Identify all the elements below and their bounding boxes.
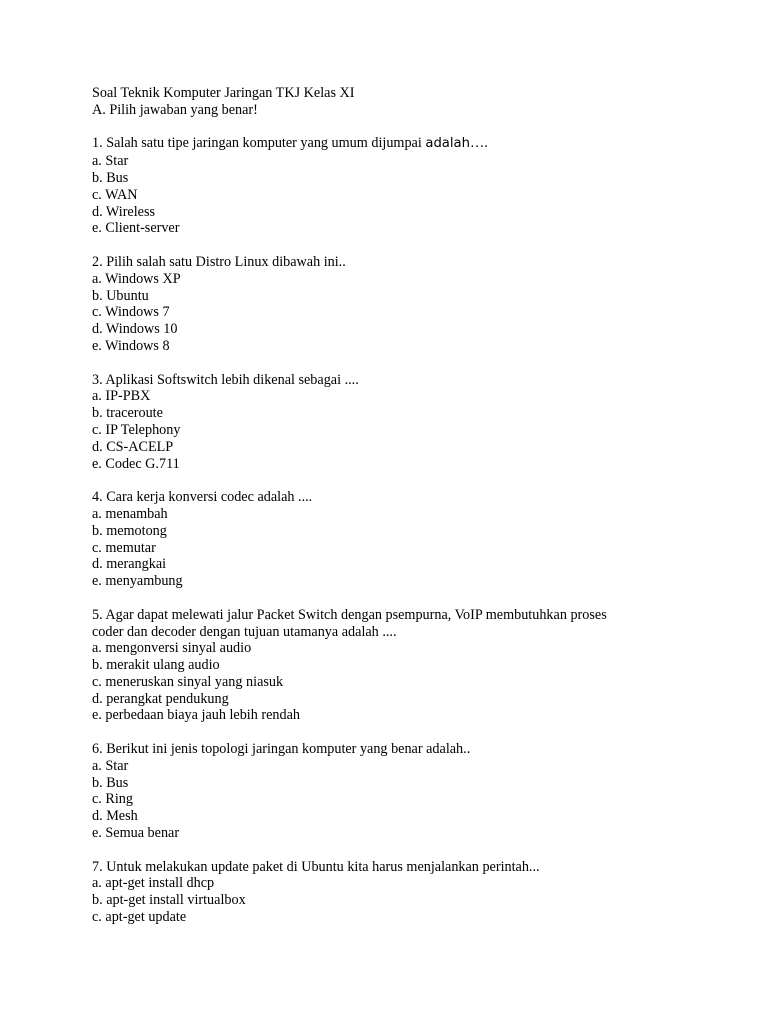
question-5 — [92, 607, 722, 725]
answer-option: d. Mesh — [92, 808, 138, 825]
answer-option: e. Semua benar — [92, 825, 180, 842]
spacer — [92, 355, 722, 372]
answer-option: d. Wireless — [92, 203, 155, 220]
answer-option: c. meneruskan sinyal yang niasuk — [92, 673, 284, 690]
spacer — [92, 724, 722, 741]
question-text: 5. Agar dapat melewati jalur Packet Switch dengan psempurna, VoIP membutuhkan proses — [92, 606, 607, 623]
question-text: 2. Pilih salah satu Distro Linux dibawah ini.. — [92, 253, 346, 270]
question-3 — [92, 372, 722, 473]
answer-option: a. mengonversi sinyal audio — [92, 640, 252, 657]
answer-option: d. Windows 10 — [92, 321, 178, 338]
answer-option: b. Bus — [92, 774, 129, 791]
question-text: 6. Berikut ini jenis topologi jaringan komputer yang benar adalah.. — [92, 741, 471, 758]
question-text — [92, 135, 722, 153]
answer-option: a. Star — [92, 153, 129, 170]
answer-option: b. Ubuntu — [92, 287, 149, 304]
answer-option: b. memotong — [92, 522, 167, 539]
answer-option: e. perbedaan biaya jauh lebih rendah — [92, 707, 300, 724]
instruction: A. Pilih jawaban yang benar! — [92, 101, 258, 118]
question-7 — [92, 859, 722, 926]
question-text-part: adalah — [425, 136, 470, 152]
answer-option: e. Codec G.711 — [92, 455, 180, 472]
question-1 — [92, 135, 722, 237]
answer-option: c. apt-get update — [92, 909, 187, 926]
spacer — [92, 842, 722, 859]
answer-option: a. menambah — [92, 505, 168, 522]
question-text-part: …. — [470, 135, 488, 152]
answer-option: a. Windows XP — [92, 270, 181, 287]
document-title: Soal Teknik Komputer Jaringan TKJ Kelas XI — [92, 85, 355, 101]
answer-option: c. memutar — [92, 539, 156, 556]
question-4 — [92, 489, 722, 590]
answer-option: e. Client-server — [92, 220, 180, 237]
answer-option: b. Bus — [92, 169, 129, 186]
question-text: 4. Cara kerja konversi codec adalah .... — [92, 489, 313, 506]
answer-option: b. apt-get install virtualbox — [92, 892, 246, 909]
document-page — [92, 85, 722, 926]
answer-option: c. IP Telephony — [92, 421, 181, 438]
question-text: 7. Untuk melakukan update paket di Ubuntu kita harus menjalankan perintah... — [92, 858, 540, 875]
answer-option: d. perangkat pendukung — [92, 690, 229, 707]
answer-option: b. merakit ulang audio — [92, 657, 220, 674]
spacer — [92, 119, 722, 136]
spacer — [92, 590, 722, 607]
answer-option: a. Star — [92, 757, 129, 774]
answer-option: c. Windows 7 — [92, 304, 170, 321]
answer-option: e. Windows 8 — [92, 337, 170, 354]
spacer — [92, 472, 722, 489]
answer-option: b. traceroute — [92, 405, 163, 422]
answer-option: d. CS-ACELP — [92, 438, 174, 455]
question-text-continued: coder dan decoder dengan tujuan utamanya adalah .... — [92, 623, 397, 640]
answer-option: a. apt-get install dhcp — [92, 875, 215, 892]
answer-option: d. merangkai — [92, 556, 167, 573]
answer-option: c. Ring — [92, 791, 133, 808]
answer-option: c. WAN — [92, 186, 138, 203]
question-2 — [92, 254, 722, 355]
question-text: 3. Aplikasi Softswitch lebih dikenal sebagai .... — [92, 371, 359, 388]
answer-option: a. IP-PBX — [92, 388, 151, 405]
question-6 — [92, 741, 722, 842]
question-text-part: 1. Salah satu tipe jaringan komputer yang umum dijumpai — [92, 135, 426, 152]
spacer — [92, 237, 722, 254]
answer-option: e. menyambung — [92, 573, 183, 590]
